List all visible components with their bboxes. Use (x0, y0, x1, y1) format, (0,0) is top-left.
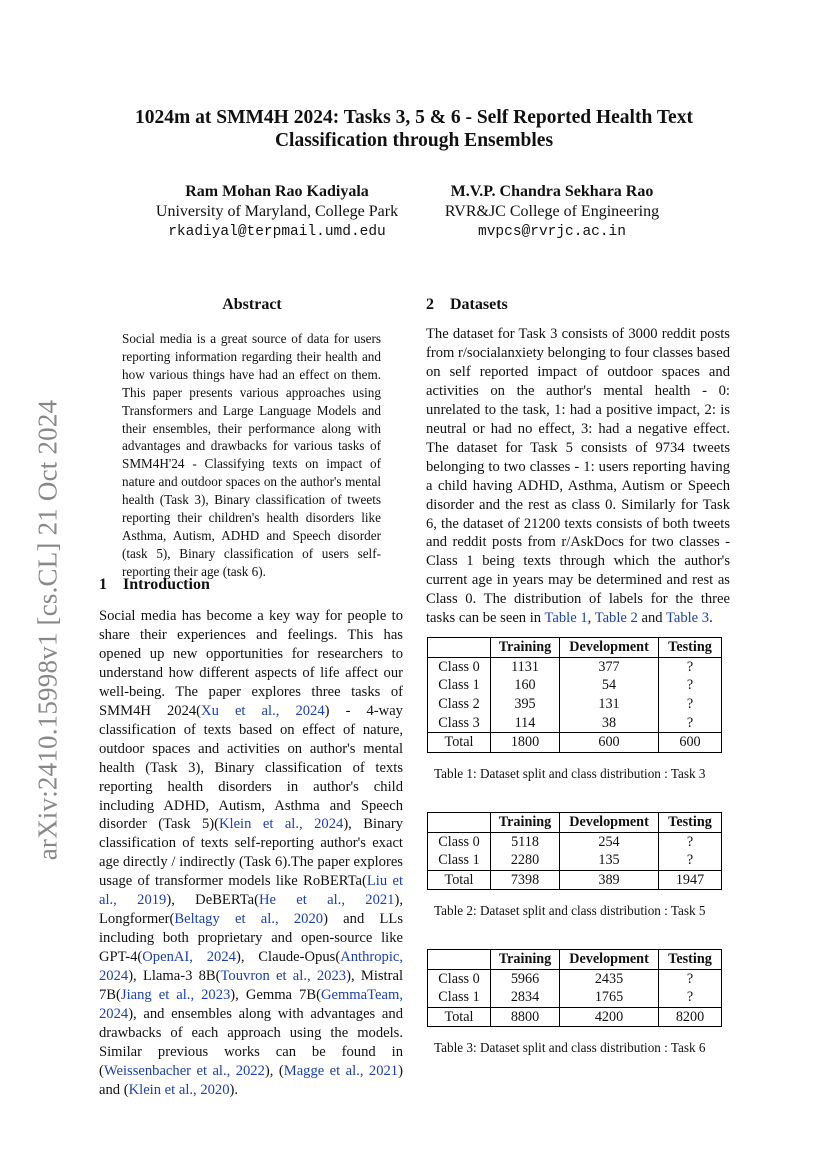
table-cell: ? (686, 989, 694, 1006)
header-cell: Training (491, 950, 560, 970)
paper-title (70, 106, 758, 152)
title-line-1: 1024m at SMM4H 2024: Tasks 3, 5 & 6 - Self Reported Health Text (135, 107, 693, 128)
abstract-heading: Abstract (222, 296, 282, 313)
citation-link[interactable]: Anthropic, 2024 (99, 949, 404, 985)
table-row (428, 695, 722, 714)
table-cell: 1131 (491, 657, 560, 676)
header-cell: Development (560, 813, 659, 833)
author-name: M.V.P. Chandra Sekhara Rao (450, 183, 654, 200)
table-row (428, 988, 722, 1007)
text-run: Social media has become a key way for people to share their experiences and feelings. This has opened up new opportunities for researchers to understand how different aspects of life affect our well-being. The paper explores three tasks of SMM4H 2024( (99, 608, 403, 719)
table-cell: ? (686, 677, 694, 694)
table-cell: 8200 (659, 1007, 722, 1027)
arxiv-stamp-text[interactable]: arXiv:2410.15998v1 [cs.CL] 21 Oct 2024 (32, 399, 63, 861)
table-cell: 160 (491, 676, 560, 695)
table-row (428, 851, 722, 870)
header-cell (428, 638, 491, 658)
section-number: 2 (426, 296, 434, 313)
table-cell: 2435 (560, 969, 659, 988)
citation-link[interactable]: Magge et al., 2021 (283, 1062, 399, 1079)
table-1-caption: Table 1: Dataset split and class distribution : Task 3 (434, 766, 706, 781)
section-heading-datasets (426, 296, 508, 314)
text-run: , (587, 610, 595, 627)
table-cell: Class 2 (428, 695, 491, 714)
author-email[interactable]: rkadiyal@terpmail.umd.edu (168, 224, 386, 240)
citation-link[interactable]: Weissenbacher et al., 2022 (103, 1062, 265, 1079)
table-cell: ? (686, 833, 694, 850)
table-cell: 7398 (491, 870, 560, 890)
table-row (428, 832, 722, 851)
citation-link[interactable]: Xu et al., 2024 (201, 702, 325, 719)
citation-link[interactable]: GemmaTeam, 2024 (99, 987, 403, 1023)
table-cell: 254 (560, 832, 659, 851)
table-cell: Class 1 (428, 988, 491, 1007)
citation-link[interactable]: Touvron et al., 2023 (220, 968, 347, 985)
table-2-caption: Table 2: Dataset split and class distribution : Task 5 (434, 903, 706, 918)
text-run: ). (229, 1081, 239, 1098)
abstract-text: Social media is a great source of data for users reporting information regarding their health and how various things have had an effect on them. This paper presents various approaches using Transformers and Large Language Models and their ensembles, their performance along with advantages and drawbacks for various tasks of SMM4H'24 - Classifying texts on impact of nature and outdoor spaces on the author's mental health (Task 3), Binary classification of tweets reporting their children's health disorders like Asthma, Autism, ADHD and Speech disorder (task 5), Binary classification of users self-reporting their age (task 6). (122, 331, 381, 579)
table-cell: Total (428, 1007, 491, 1027)
citation-link[interactable]: Klein et al., 2020 (128, 1081, 230, 1098)
author-1 (117, 182, 437, 242)
table-cell: 395 (491, 695, 560, 714)
table-cell: 54 (560, 676, 659, 695)
citation-link[interactable]: OpenAI, 2024 (142, 949, 236, 966)
text-run: ) - 4-way classification of texts based on effect of nature, outdoor spaces and activities on author's mental health (Task 3), Binary classification of texts reporting health disorders in author's child including ADHD, Autism, Asthma and Speech disorder (Task 5)( (99, 702, 403, 833)
text-run: ), Llama-3 8B( (128, 968, 221, 985)
table-2 (427, 812, 722, 890)
table-cell: ? (686, 970, 694, 987)
text-run: . (709, 610, 713, 627)
arxiv-stamp (18, 370, 78, 890)
header-cell: Training (491, 813, 560, 833)
table-cell: Class 1 (428, 851, 491, 870)
header-cell: Testing (659, 950, 722, 970)
text-run: ), Longformer( (99, 892, 403, 928)
header-cell (428, 950, 491, 970)
section-heading-introduction (99, 576, 210, 594)
author-affiliation: University of Maryland, College Park (155, 203, 399, 220)
table-cell: 2280 (491, 851, 560, 870)
table-cell: 389 (560, 870, 659, 890)
citation-link[interactable]: Beltagy et al., 2020 (174, 911, 324, 928)
table-cell: Class 0 (428, 832, 491, 851)
table-3 (427, 949, 722, 1027)
table-header-row (428, 950, 722, 970)
table-cell: ? (686, 658, 694, 675)
table-cell: Total (428, 732, 491, 752)
text-run: ) and LLs including both proprietary and open-source like GPT-4( (99, 911, 403, 966)
author-2 (392, 182, 712, 242)
text-run: ), Claude-Opus( (235, 949, 341, 966)
table-cell: Total (428, 870, 491, 890)
title-line-2: Classification through Ensembles (274, 130, 554, 151)
table-cell: ? (686, 714, 694, 731)
introduction-paragraph (99, 607, 403, 1100)
table-total-row (428, 870, 722, 890)
section-title: Introduction (123, 576, 210, 593)
table-cell: 377 (560, 657, 659, 676)
table-cell: 600 (560, 732, 659, 752)
table-row (428, 676, 722, 695)
table-cell: 4200 (560, 1007, 659, 1027)
citation-link[interactable]: Klein et al., 2024 (218, 816, 344, 833)
table-cell: 38 (560, 713, 659, 732)
table-row (428, 657, 722, 676)
text-run: The dataset for Task 3 consists of 3000 reddit posts from r/socialanxiety belonging to four classes based on self reported impact of outdoor spaces and activities on the author's mental health - 0: unrelated to the task, 1: had a positive impact, 2: is neutral or had no effect, 3: had a negative effect. The dataset for Task 5 consists of 9734 tweets belonging to two classes - 1: users reporting having a child having ADHD, Asthma, Autism or Speech disorder and the rest as class 0. Similarly for Task 6, the dataset of 21200 texts consists of both tweets and reddit posts from r/AskDocs for two classes - Class 1 being texts through which the author's current age in years may be determined and rest as Class 0. The distribution of labels for the three tasks can be seen in (426, 326, 730, 627)
header-cell: Development (560, 638, 659, 658)
citation-link[interactable]: Jiang et al., 2023 (120, 987, 231, 1004)
author-affiliation: RVR&JC College of Engineering (444, 203, 660, 220)
text-run: ), Mistral 7B( (99, 968, 403, 1004)
table-cell: 1947 (659, 870, 722, 890)
table-3-caption: Table 3: Dataset split and class distribution : Task 6 (434, 1040, 706, 1055)
table-cell: 5118 (491, 832, 560, 851)
table-cell: 1800 (491, 732, 560, 752)
table-header-row (428, 813, 722, 833)
table-cell: 2834 (491, 988, 560, 1007)
table-row (428, 713, 722, 732)
header-cell (428, 813, 491, 833)
table-total-row (428, 1007, 722, 1027)
citation-link[interactable]: He et al., 2021 (258, 892, 395, 909)
table-ref-link[interactable]: Table 2 (594, 610, 638, 627)
table-header-row (428, 638, 722, 658)
table-cell: 600 (659, 732, 722, 752)
text-run: ), Binary classification of texts self-reporting author's exact age directly / indirectly (Task 6).The paper explores usage of transformer models like RoBERTa( (99, 816, 403, 890)
text-run: ), DeBERTa( (166, 892, 259, 909)
section-number: 1 (99, 576, 107, 593)
table-cell: ? (686, 696, 694, 713)
table-ref-link[interactable]: Table 1 (544, 610, 588, 627)
table-cell: 114 (491, 713, 560, 732)
text-run: ) and ( (99, 1062, 403, 1098)
header-cell: Testing (659, 638, 722, 658)
table-cell: 131 (560, 695, 659, 714)
table-row (428, 969, 722, 988)
table-cell: 135 (560, 851, 659, 870)
text-run: ), Gemma 7B( (230, 987, 321, 1004)
text-run: ), ( (264, 1062, 284, 1079)
citation-link[interactable]: Liu et al., 2019 (99, 873, 403, 909)
table-cell: 1765 (560, 988, 659, 1007)
header-cell: Testing (659, 813, 722, 833)
author-email[interactable]: mvpcs@rvrjc.ac.in (478, 224, 626, 240)
table-cell: 8800 (491, 1007, 560, 1027)
table-1 (427, 637, 722, 753)
table-cell: Class 0 (428, 657, 491, 676)
table-total-row (428, 732, 722, 752)
author-name: Ram Mohan Rao Kadiyala (185, 183, 369, 200)
table-cell: Class 3 (428, 713, 491, 732)
table-cell: Class 1 (428, 676, 491, 695)
text-run: ), and ensembles along with advantages and drawbacks of each approach using the models. Similar previous works can be found in ( (99, 1006, 403, 1079)
section-title: Datasets (450, 296, 508, 313)
table-cell: 5966 (491, 969, 560, 988)
header-cell: Development (560, 950, 659, 970)
table-ref-link[interactable]: Table 3 (665, 610, 710, 627)
datasets-paragraph (426, 325, 730, 628)
table-cell: ? (686, 852, 694, 869)
header-cell: Training (491, 638, 560, 658)
text-run: and (637, 610, 666, 627)
table-cell: Class 0 (428, 969, 491, 988)
